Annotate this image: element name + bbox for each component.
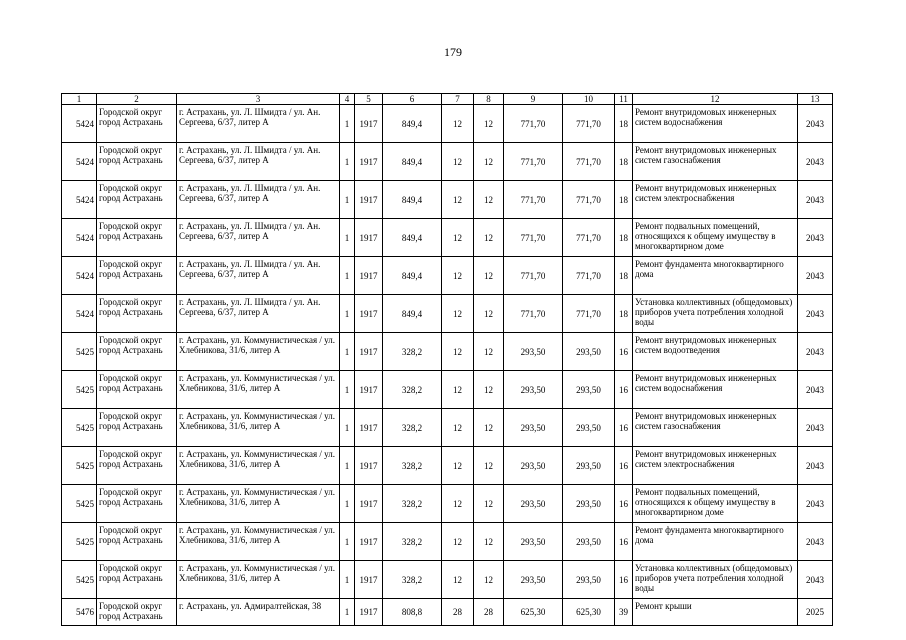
- planned-year-cell: 2043: [798, 257, 833, 295]
- table-row: [62, 333, 833, 371]
- col7-cell: 28: [442, 599, 474, 626]
- column-number-row: [62, 94, 833, 105]
- column-number-7: 7: [442, 94, 474, 105]
- col10-cell: 771,70: [563, 219, 615, 257]
- col8-cell: 12: [474, 295, 504, 333]
- municipality-cell: Городской округ город Астрахань: [97, 105, 177, 143]
- year-built-cell: 1917: [355, 181, 383, 219]
- col11-cell: 16: [615, 485, 633, 523]
- planned-year-cell: 2043: [798, 181, 833, 219]
- col4-cell: 1: [340, 409, 355, 447]
- planned-year-cell: 2025: [798, 599, 833, 626]
- col4-cell: 1: [340, 523, 355, 561]
- col4-cell: 1: [340, 105, 355, 143]
- area-cell: 328,2: [383, 409, 442, 447]
- table-row: [62, 485, 833, 523]
- table-row: [62, 105, 833, 143]
- col11-cell: 16: [615, 409, 633, 447]
- house-id-cell: 5425: [62, 371, 97, 409]
- table-body: [62, 94, 833, 626]
- year-built-cell: 1917: [355, 447, 383, 485]
- col7-cell: 12: [442, 143, 474, 181]
- area-cell: 328,2: [383, 523, 442, 561]
- col9-cell: 293,50: [504, 447, 563, 485]
- col4-cell: 1: [340, 561, 355, 599]
- col8-cell: 12: [474, 181, 504, 219]
- col10-cell: 293,50: [563, 409, 615, 447]
- work-type-cell: Установка коллективных (общедомовых) приборов учета потребления холодной воды: [633, 295, 798, 333]
- column-number-11: 11: [615, 94, 633, 105]
- col11-cell: 18: [615, 181, 633, 219]
- col9-cell: 625,30: [504, 599, 563, 626]
- column-number-5: 5: [355, 94, 383, 105]
- col8-cell: 12: [474, 523, 504, 561]
- planned-year-cell: 2043: [798, 409, 833, 447]
- house-id-cell: 5425: [62, 447, 97, 485]
- municipality-cell: Городской округ город Астрахань: [97, 181, 177, 219]
- work-type-cell: Ремонт подвальных помещений, относящихся к общему имуществу в многоквартирном доме: [633, 485, 798, 523]
- col8-cell: 12: [474, 561, 504, 599]
- column-number-4: 4: [340, 94, 355, 105]
- col10-cell: 625,30: [563, 599, 615, 626]
- table-row: [62, 257, 833, 295]
- table-row: [62, 409, 833, 447]
- col4-cell: 1: [340, 333, 355, 371]
- work-type-cell: Ремонт крыши: [633, 599, 798, 626]
- column-number-2: 2: [97, 94, 177, 105]
- column-number-10: 10: [563, 94, 615, 105]
- col11-cell: 16: [615, 561, 633, 599]
- col4-cell: 1: [340, 485, 355, 523]
- municipality-cell: Городской округ город Астрахань: [97, 219, 177, 257]
- table-row: [62, 561, 833, 599]
- house-id-cell: 5424: [62, 219, 97, 257]
- year-built-cell: 1917: [355, 409, 383, 447]
- work-type-cell: Ремонт внутридомовых инженерных систем водоснабжения: [633, 371, 798, 409]
- col4-cell: 1: [340, 257, 355, 295]
- page-number: 179: [444, 45, 462, 59]
- address-cell: г. Астрахань, ул. Л. Шмидта / ул. Ан. Сергеева, 6/37, литер А: [177, 105, 340, 143]
- planned-year-cell: 2043: [798, 105, 833, 143]
- col4-cell: 1: [340, 143, 355, 181]
- col7-cell: 12: [442, 105, 474, 143]
- col9-cell: 771,70: [504, 105, 563, 143]
- col11-cell: 16: [615, 333, 633, 371]
- col4-cell: 1: [340, 219, 355, 257]
- col9-cell: 293,50: [504, 333, 563, 371]
- table-row: [62, 295, 833, 333]
- house-id-cell: 5425: [62, 561, 97, 599]
- work-type-cell: Ремонт внутридомовых инженерных систем газоснабжения: [633, 409, 798, 447]
- col8-cell: 12: [474, 371, 504, 409]
- col7-cell: 12: [442, 523, 474, 561]
- table-row: [62, 599, 833, 626]
- col4-cell: 1: [340, 295, 355, 333]
- col11-cell: 16: [615, 371, 633, 409]
- year-built-cell: 1917: [355, 371, 383, 409]
- col7-cell: 12: [442, 181, 474, 219]
- area-cell: 849,4: [383, 105, 442, 143]
- house-id-cell: 5424: [62, 257, 97, 295]
- municipality-cell: Городской округ город Астрахань: [97, 333, 177, 371]
- planned-year-cell: 2043: [798, 447, 833, 485]
- column-number-6: 6: [383, 94, 442, 105]
- municipality-cell: Городской округ город Астрахань: [97, 599, 177, 626]
- col9-cell: 771,70: [504, 181, 563, 219]
- work-type-cell: Ремонт подвальных помещений, относящихся к общему имуществу в многоквартирном доме: [633, 219, 798, 257]
- area-cell: 328,2: [383, 371, 442, 409]
- col11-cell: 16: [615, 523, 633, 561]
- municipality-cell: Городской округ город Астрахань: [97, 485, 177, 523]
- address-cell: г. Астрахань, ул. Коммунистическая / ул. Хлебникова, 31/6, литер А: [177, 333, 340, 371]
- house-id-cell: 5424: [62, 295, 97, 333]
- year-built-cell: 1917: [355, 333, 383, 371]
- col9-cell: 293,50: [504, 561, 563, 599]
- table-row: [62, 523, 833, 561]
- house-id-cell: 5424: [62, 181, 97, 219]
- address-cell: г. Астрахань, ул. Адмиралтейская, 38: [177, 599, 340, 626]
- col10-cell: 293,50: [563, 485, 615, 523]
- col7-cell: 12: [442, 295, 474, 333]
- col7-cell: 12: [442, 371, 474, 409]
- municipality-cell: Городской округ город Астрахань: [97, 447, 177, 485]
- work-type-cell: Ремонт фундамента многоквартирного дома: [633, 257, 798, 295]
- col8-cell: 28: [474, 599, 504, 626]
- col11-cell: 18: [615, 257, 633, 295]
- year-built-cell: 1917: [355, 105, 383, 143]
- table-row: [62, 143, 833, 181]
- col7-cell: 12: [442, 485, 474, 523]
- col7-cell: 12: [442, 447, 474, 485]
- municipality-cell: Городской округ город Астрахань: [97, 295, 177, 333]
- house-id-cell: 5425: [62, 333, 97, 371]
- address-cell: г. Астрахань, ул. Л. Шмидта / ул. Ан. Сергеева, 6/37, литер А: [177, 257, 340, 295]
- table-row: [62, 181, 833, 219]
- col10-cell: 771,70: [563, 257, 615, 295]
- col8-cell: 12: [474, 143, 504, 181]
- col9-cell: 293,50: [504, 523, 563, 561]
- col7-cell: 12: [442, 219, 474, 257]
- house-id-cell: 5425: [62, 485, 97, 523]
- col11-cell: 18: [615, 219, 633, 257]
- municipality-cell: Городской округ город Астрахань: [97, 523, 177, 561]
- column-number-12: 12: [633, 94, 798, 105]
- municipality-cell: Городской округ город Астрахань: [97, 257, 177, 295]
- area-cell: 849,4: [383, 181, 442, 219]
- col9-cell: 293,50: [504, 371, 563, 409]
- planned-year-cell: 2043: [798, 333, 833, 371]
- planned-year-cell: 2043: [798, 295, 833, 333]
- work-type-cell: Ремонт внутридомовых инженерных систем водоотведения: [633, 333, 798, 371]
- year-built-cell: 1917: [355, 295, 383, 333]
- col10-cell: 293,50: [563, 523, 615, 561]
- house-id-cell: 5424: [62, 105, 97, 143]
- col11-cell: 18: [615, 295, 633, 333]
- col4-cell: 1: [340, 599, 355, 626]
- column-number-13: 13: [798, 94, 833, 105]
- col10-cell: 771,70: [563, 181, 615, 219]
- house-id-cell: 5476: [62, 599, 97, 626]
- col10-cell: 293,50: [563, 371, 615, 409]
- col7-cell: 12: [442, 333, 474, 371]
- col11-cell: 18: [615, 105, 633, 143]
- col9-cell: 293,50: [504, 409, 563, 447]
- col8-cell: 12: [474, 105, 504, 143]
- planned-year-cell: 2043: [798, 523, 833, 561]
- address-cell: г. Астрахань, ул. Коммунистическая / ул. Хлебникова, 31/6, литер А: [177, 409, 340, 447]
- column-number-8: 8: [474, 94, 504, 105]
- col8-cell: 12: [474, 485, 504, 523]
- year-built-cell: 1917: [355, 561, 383, 599]
- table-row: [62, 447, 833, 485]
- column-number-3: 3: [177, 94, 340, 105]
- col7-cell: 12: [442, 561, 474, 599]
- col8-cell: 12: [474, 219, 504, 257]
- col10-cell: 293,50: [563, 333, 615, 371]
- col10-cell: 293,50: [563, 447, 615, 485]
- col9-cell: 293,50: [504, 485, 563, 523]
- area-cell: 328,2: [383, 447, 442, 485]
- address-cell: г. Астрахань, ул. Л. Шмидта / ул. Ан. Сергеева, 6/37, литер А: [177, 295, 340, 333]
- col11-cell: 16: [615, 447, 633, 485]
- address-cell: г. Астрахань, ул. Л. Шмидта / ул. Ан. Сергеева, 6/37, литер А: [177, 181, 340, 219]
- address-cell: г. Астрахань, ул. Коммунистическая / ул. Хлебникова, 31/6, литер А: [177, 447, 340, 485]
- work-type-cell: Ремонт внутридомовых инженерных систем электроснабжения: [633, 447, 798, 485]
- municipality-cell: Городской округ город Астрахань: [97, 371, 177, 409]
- col8-cell: 12: [474, 333, 504, 371]
- table-row: [62, 371, 833, 409]
- year-built-cell: 1917: [355, 219, 383, 257]
- planned-year-cell: 2043: [798, 485, 833, 523]
- col9-cell: 771,70: [504, 257, 563, 295]
- planned-year-cell: 2043: [798, 143, 833, 181]
- col10-cell: 771,70: [563, 295, 615, 333]
- address-cell: г. Астрахань, ул. Коммунистическая / ул. Хлебникова, 31/6, литер А: [177, 485, 340, 523]
- col10-cell: 293,50: [563, 561, 615, 599]
- area-cell: 849,4: [383, 219, 442, 257]
- col7-cell: 12: [442, 409, 474, 447]
- area-cell: 849,4: [383, 143, 442, 181]
- col4-cell: 1: [340, 371, 355, 409]
- work-type-cell: Ремонт внутридомовых инженерных систем газоснабжения: [633, 143, 798, 181]
- work-type-cell: Ремонт внутридомовых инженерных систем водоснабжения: [633, 105, 798, 143]
- planned-year-cell: 2043: [798, 219, 833, 257]
- col10-cell: 771,70: [563, 143, 615, 181]
- col11-cell: 18: [615, 143, 633, 181]
- year-built-cell: 1917: [355, 257, 383, 295]
- col8-cell: 12: [474, 257, 504, 295]
- col9-cell: 771,70: [504, 219, 563, 257]
- col4-cell: 1: [340, 181, 355, 219]
- address-cell: г. Астрахань, ул. Коммунистическая / ул. Хлебникова, 31/6, литер А: [177, 371, 340, 409]
- area-cell: 328,2: [383, 561, 442, 599]
- municipality-cell: Городской округ город Астрахань: [97, 561, 177, 599]
- col10-cell: 771,70: [563, 105, 615, 143]
- house-id-cell: 5424: [62, 143, 97, 181]
- area-cell: 808,8: [383, 599, 442, 626]
- house-id-cell: 5425: [62, 523, 97, 561]
- col7-cell: 12: [442, 257, 474, 295]
- planned-year-cell: 2043: [798, 561, 833, 599]
- column-number-1: 1: [62, 94, 97, 105]
- address-cell: г. Астрахань, ул. Л. Шмидта / ул. Ан. Сергеева, 6/37, литер А: [177, 143, 340, 181]
- year-built-cell: 1917: [355, 523, 383, 561]
- capital-repair-table: [61, 93, 833, 626]
- col9-cell: 771,70: [504, 295, 563, 333]
- planned-year-cell: 2043: [798, 371, 833, 409]
- municipality-cell: Городской округ город Астрахань: [97, 409, 177, 447]
- col8-cell: 12: [474, 409, 504, 447]
- work-type-cell: Ремонт фундамента многоквартирного дома: [633, 523, 798, 561]
- area-cell: 328,2: [383, 485, 442, 523]
- work-type-cell: Установка коллективных (общедомовых) приборов учета потребления холодной воды: [633, 561, 798, 599]
- area-cell: 328,2: [383, 333, 442, 371]
- address-cell: г. Астрахань, ул. Л. Шмидта / ул. Ан. Сергеева, 6/37, литер А: [177, 219, 340, 257]
- column-number-9: 9: [504, 94, 563, 105]
- col4-cell: 1: [340, 447, 355, 485]
- area-cell: 849,4: [383, 295, 442, 333]
- municipality-cell: Городской округ город Астрахань: [97, 143, 177, 181]
- year-built-cell: 1917: [355, 485, 383, 523]
- table-row: [62, 219, 833, 257]
- year-built-cell: 1917: [355, 143, 383, 181]
- year-built-cell: 1917: [355, 599, 383, 626]
- house-id-cell: 5425: [62, 409, 97, 447]
- col11-cell: 39: [615, 599, 633, 626]
- col8-cell: 12: [474, 447, 504, 485]
- address-cell: г. Астрахань, ул. Коммунистическая / ул. Хлебникова, 31/6, литер А: [177, 523, 340, 561]
- work-type-cell: Ремонт внутридомовых инженерных систем электроснабжения: [633, 181, 798, 219]
- col9-cell: 771,70: [504, 143, 563, 181]
- address-cell: г. Астрахань, ул. Коммунистическая / ул. Хлебникова, 31/6, литер А: [177, 561, 340, 599]
- area-cell: 849,4: [383, 257, 442, 295]
